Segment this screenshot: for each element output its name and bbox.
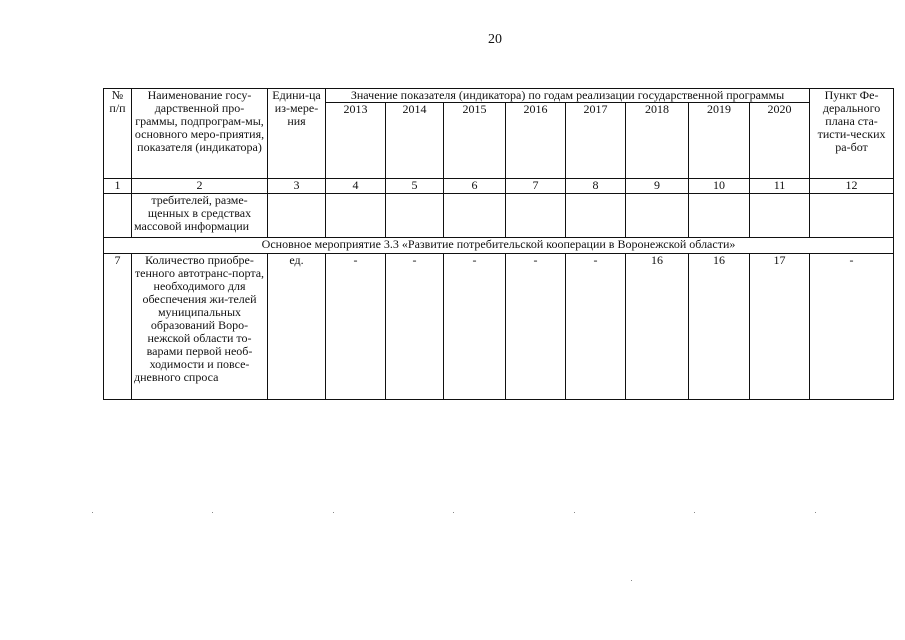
- empty-cell: [444, 194, 506, 238]
- indicator-value: -: [386, 254, 444, 400]
- empty-cell: [750, 194, 810, 238]
- indicator-value: 16: [626, 254, 689, 400]
- page-number: 20: [488, 32, 502, 47]
- empty-cell: [268, 194, 326, 238]
- empty-cell: [566, 194, 626, 238]
- indicator-row: [104, 254, 894, 400]
- column-number: 10: [689, 179, 750, 194]
- header-name: Наименование госу-дарственной про-граммы, подпрограм-мы, основного меро-приятия, показателя (индикатора): [132, 89, 268, 179]
- header-year: 2017: [566, 103, 626, 179]
- indicator-name: Количество приобре-тенного автотранс-порта, необходимого для обеспечения жи-телей муниципальных образований Воро-нежской области то-варами первой необ-ходимости и повсе-дневного спроса: [132, 254, 268, 400]
- column-number: 4: [326, 179, 386, 194]
- section-row: [104, 238, 894, 254]
- indicator-value: -: [326, 254, 386, 400]
- indicator-value: -: [444, 254, 506, 400]
- header-values-group: Значение показателя (индикатора) по годам реализации государственной программы: [326, 89, 810, 103]
- column-number: 3: [268, 179, 326, 194]
- indicator-unit: ед.: [268, 254, 326, 400]
- column-numbers-row: [104, 179, 894, 194]
- header-year: 2020: [750, 103, 810, 179]
- section-title: Основное мероприятие 3.3 «Развитие потребительской кооперации в Воронежской области»: [104, 238, 894, 254]
- header-year: 2013: [326, 103, 386, 179]
- empty-cell: [104, 194, 132, 238]
- empty-cell: [386, 194, 444, 238]
- column-number: 1: [104, 179, 132, 194]
- column-number: 12: [810, 179, 894, 194]
- indicators-table: [103, 88, 894, 400]
- empty-cell: [326, 194, 386, 238]
- column-number: 11: [750, 179, 810, 194]
- header-year: 2018: [626, 103, 689, 179]
- header-year: 2016: [506, 103, 566, 179]
- empty-cell: [626, 194, 689, 238]
- column-number: 2: [132, 179, 268, 194]
- empty-cell: [689, 194, 750, 238]
- header-number: № п/п: [104, 89, 132, 179]
- column-number: 5: [386, 179, 444, 194]
- header-unit: Едини-ца из-мере-ния: [268, 89, 326, 179]
- header-year: 2015: [444, 103, 506, 179]
- indicator-federal-plan: -: [810, 254, 894, 400]
- column-number: 8: [566, 179, 626, 194]
- empty-cell: [810, 194, 894, 238]
- empty-cell: [506, 194, 566, 238]
- header-row: [104, 89, 894, 103]
- indicator-number: 7: [104, 254, 132, 400]
- header-federal-plan: Пункт Фе-дерального плана ста-тисти-ческих ра-бот: [810, 89, 894, 179]
- column-number: 7: [506, 179, 566, 194]
- indicator-value: 16: [689, 254, 750, 400]
- header-year: 2019: [689, 103, 750, 179]
- indicator-value: 17: [750, 254, 810, 400]
- column-number: 6: [444, 179, 506, 194]
- indicator-value: -: [506, 254, 566, 400]
- column-number: 9: [626, 179, 689, 194]
- indicator-value: -: [566, 254, 626, 400]
- header-year: 2014: [386, 103, 444, 179]
- continuation-name: требителей, разме-щенных в средствах массовой информации: [132, 194, 268, 238]
- continuation-row: [104, 194, 894, 238]
